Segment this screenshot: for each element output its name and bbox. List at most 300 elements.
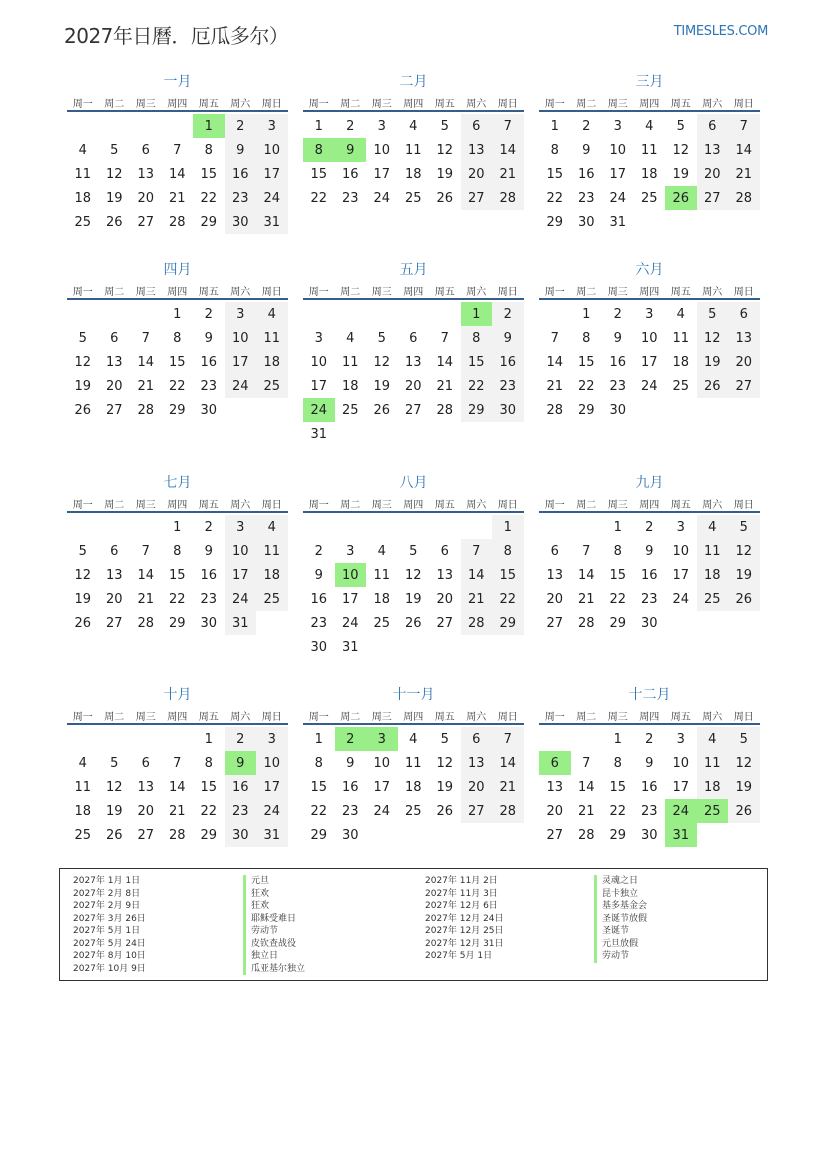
legend-left-names (243, 875, 305, 975)
day-cell: 19 (74, 378, 92, 394)
day-cell: 2 (204, 519, 213, 535)
day-cell: 5 (440, 731, 449, 747)
legend-left-dates (73, 875, 146, 975)
day-cell: 24 (672, 591, 690, 607)
holiday-day-cell: 1 (461, 302, 493, 326)
empty-cell (571, 515, 603, 539)
day-grid (303, 114, 524, 210)
day-cell: 20 (546, 803, 564, 819)
day-cell: 7 (461, 539, 493, 563)
day-cell: 29 (609, 827, 627, 843)
weekday-label: 周三 (371, 286, 392, 298)
day-cell: 25 (256, 374, 288, 398)
empty-cell (67, 515, 99, 539)
day-cell: 20 (105, 378, 123, 394)
legend-date: 2027年 8月 10日 (73, 951, 146, 961)
day-cell: 30 (609, 402, 627, 418)
day-cell: 26 (436, 803, 454, 819)
day-cell: 26 (697, 374, 729, 398)
day-cell: 4 (346, 330, 355, 346)
legend-holiday-name: 耶稣受难日 (243, 913, 305, 926)
legend-holiday-name: 元旦 (243, 875, 305, 888)
holiday-day-cell: 9 (225, 751, 257, 775)
day-cell: 8 (204, 755, 213, 771)
day-cell: 8 (550, 142, 559, 158)
day-cell: 18 (404, 779, 422, 795)
day-cell: 5 (728, 515, 760, 539)
day-cell: 7 (550, 330, 559, 346)
day-cell: 10 (672, 755, 690, 771)
legend-date: 2027年 12月 25日 (425, 926, 504, 936)
month-title: 五月 (399, 262, 428, 278)
day-cell: 28 (492, 799, 524, 823)
holiday-day-cell: 24 (303, 398, 335, 422)
day-cell: 9 (225, 138, 257, 162)
day-grid (303, 515, 524, 659)
day-cell: 25 (74, 214, 92, 230)
day-cell: 22 (310, 803, 328, 819)
legend-holiday-name: 圣诞节放假 (594, 913, 647, 926)
day-cell: 9 (613, 330, 622, 346)
day-cell: 26 (404, 615, 422, 631)
day-cell: 26 (74, 402, 92, 418)
day-cell: 19 (436, 166, 454, 182)
day-cell: 21 (137, 591, 155, 607)
holiday-day-cell: 1 (193, 114, 225, 138)
day-cell: 15 (310, 166, 328, 182)
day-cell: 11 (256, 539, 288, 563)
weekday-label: 周五 (670, 286, 691, 298)
day-grid (539, 515, 760, 635)
day-cell: 18 (74, 190, 92, 206)
day-cell: 28 (577, 615, 595, 631)
weekday-label: 周六 (466, 98, 487, 110)
day-cell: 31 (341, 639, 359, 655)
weekday-label: 周日 (497, 499, 518, 511)
weekday-label: 周一 (308, 286, 329, 298)
day-cell: 6 (728, 302, 760, 326)
day-cell: 31 (609, 214, 627, 230)
empty-cell (130, 302, 162, 326)
empty-cell (398, 515, 430, 539)
day-cell: 10 (373, 142, 391, 158)
day-cell: 21 (546, 378, 564, 394)
day-cell: 22 (200, 803, 218, 819)
empty-cell (303, 302, 335, 326)
day-cell: 17 (373, 166, 391, 182)
day-cell: 18 (640, 166, 658, 182)
weekday-header (303, 94, 524, 112)
legend-holiday-name: 昆卡独立 (594, 888, 647, 901)
day-cell: 6 (141, 142, 150, 158)
day-cell: 15 (200, 779, 218, 795)
day-cell: 30 (225, 823, 257, 847)
day-cell: 6 (697, 114, 729, 138)
day-cell: 15 (577, 354, 595, 370)
day-cell: 17 (256, 162, 288, 186)
day-cell: 18 (256, 350, 288, 374)
day-cell: 15 (546, 166, 564, 182)
day-cell: 4 (256, 302, 288, 326)
day-cell: 22 (168, 378, 186, 394)
day-cell: 28 (137, 615, 155, 631)
day-cell: 20 (404, 378, 422, 394)
day-grid (539, 727, 760, 847)
weekday-header (67, 94, 288, 112)
day-cell: 15 (310, 779, 328, 795)
day-cell: 21 (168, 803, 186, 819)
day-cell: 23 (640, 591, 658, 607)
legend-holiday-name: 劳动节 (594, 950, 647, 963)
weekday-label: 周日 (261, 711, 282, 723)
day-cell: 15 (461, 350, 493, 374)
day-grid (67, 114, 288, 234)
day-cell: 31 (310, 426, 328, 442)
day-cell: 27 (105, 615, 123, 631)
day-cell: 23 (310, 615, 328, 631)
day-cell: 30 (310, 639, 328, 655)
day-cell: 18 (74, 803, 92, 819)
day-cell: 24 (225, 587, 257, 611)
weekday-header (303, 495, 524, 513)
month-title: 二月 (399, 74, 428, 90)
day-cell: 17 (310, 378, 328, 394)
weekday-label: 周六 (466, 499, 487, 511)
day-cell: 28 (168, 827, 186, 843)
day-cell: 12 (74, 567, 92, 583)
legend-date: 2027年 5月 1日 (73, 926, 141, 936)
day-cell: 25 (74, 827, 92, 843)
day-cell: 29 (546, 214, 564, 230)
day-cell: 14 (577, 779, 595, 795)
day-cell: 22 (461, 374, 493, 398)
day-cell: 16 (200, 354, 218, 370)
empty-cell (539, 302, 571, 326)
weekday-label: 周日 (261, 499, 282, 511)
legend-date: 2027年 10月 9日 (73, 963, 146, 974)
day-cell: 1 (582, 306, 591, 322)
day-cell: 30 (200, 615, 218, 631)
day-cell: 12 (672, 142, 690, 158)
day-cell: 12 (436, 142, 454, 158)
month-block (303, 474, 524, 659)
weekday-label: 周三 (371, 98, 392, 110)
weekday-label: 周六 (230, 499, 251, 511)
month-block (67, 73, 288, 234)
day-cell: 3 (256, 727, 288, 751)
weekday-label: 周六 (702, 98, 723, 110)
day-cell: 14 (137, 354, 155, 370)
day-cell: 3 (225, 515, 257, 539)
day-cell: 4 (256, 515, 288, 539)
legend-holiday-name: 圣诞节 (594, 925, 647, 938)
day-cell: 24 (256, 186, 288, 210)
weekday-label: 周三 (607, 711, 628, 723)
weekday-label: 周六 (230, 711, 251, 723)
day-cell: 24 (373, 803, 391, 819)
day-cell: 15 (168, 354, 186, 370)
day-cell: 26 (105, 827, 123, 843)
weekday-header (539, 495, 760, 513)
day-cell: 10 (672, 543, 690, 559)
day-cell: 8 (314, 755, 323, 771)
day-cell: 22 (577, 378, 595, 394)
day-cell: 10 (225, 326, 257, 350)
month-title: 九月 (635, 475, 664, 491)
day-cell: 18 (672, 354, 690, 370)
legend-date: 2027年 1月 1日 (73, 876, 141, 886)
day-cell: 22 (609, 803, 627, 819)
day-cell: 9 (204, 330, 213, 346)
day-cell: 21 (492, 775, 524, 799)
month-block (67, 686, 288, 847)
empty-cell (67, 302, 99, 326)
weekday-label: 周三 (371, 711, 392, 723)
day-cell: 20 (461, 162, 493, 186)
day-cell: 17 (672, 567, 690, 583)
day-cell: 27 (404, 402, 422, 418)
weekday-label: 周一 (72, 98, 93, 110)
day-cell: 2 (346, 118, 355, 134)
weekday-label: 周一 (308, 98, 329, 110)
month-title: 三月 (635, 74, 664, 90)
legend-date: 2027年 12月 31日 (425, 938, 504, 949)
empty-cell (99, 302, 131, 326)
day-cell: 1 (173, 306, 182, 322)
day-cell: 27 (105, 402, 123, 418)
weekday-label: 周五 (198, 711, 219, 723)
day-cell: 31 (225, 611, 257, 635)
weekday-label: 周五 (198, 98, 219, 110)
holiday-day-cell: 10 (335, 563, 367, 587)
weekday-label: 周四 (639, 711, 660, 723)
day-cell: 2 (225, 727, 257, 751)
weekday-label: 周日 (733, 286, 754, 298)
day-cell: 10 (373, 755, 391, 771)
weekday-label: 周三 (135, 286, 156, 298)
day-cell: 15 (609, 567, 627, 583)
day-cell: 17 (609, 166, 627, 182)
day-cell: 3 (645, 306, 654, 322)
day-cell: 6 (409, 330, 418, 346)
day-cell: 22 (200, 190, 218, 206)
day-cell: 25 (697, 587, 729, 611)
day-cell: 16 (310, 591, 328, 607)
day-cell: 29 (200, 827, 218, 843)
day-cell: 10 (640, 330, 658, 346)
day-cell: 20 (546, 591, 564, 607)
day-cell: 30 (640, 615, 658, 631)
day-cell: 21 (137, 378, 155, 394)
day-cell: 25 (640, 190, 658, 206)
day-cell: 23 (609, 378, 627, 394)
day-cell: 9 (645, 755, 654, 771)
weekday-label: 周四 (639, 286, 660, 298)
day-cell: 18 (697, 775, 729, 799)
day-cell: 25 (672, 378, 690, 394)
day-cell: 18 (341, 378, 359, 394)
day-cell: 2 (492, 302, 524, 326)
day-cell: 29 (168, 615, 186, 631)
day-grid (539, 114, 760, 234)
weekday-label: 周四 (167, 711, 188, 723)
day-grid (67, 515, 288, 635)
day-cell: 29 (310, 827, 328, 843)
day-cell: 13 (546, 567, 564, 583)
legend-holiday-name: 皮钦查战役 (243, 938, 305, 951)
weekday-label: 周四 (639, 98, 660, 110)
day-cell: 19 (404, 591, 422, 607)
weekday-label: 周三 (135, 499, 156, 511)
day-cell: 10 (310, 354, 328, 370)
weekday-label: 周二 (340, 286, 361, 298)
day-cell: 5 (697, 302, 729, 326)
day-cell: 16 (200, 567, 218, 583)
weekday-label: 周五 (434, 711, 455, 723)
weekday-label: 周日 (497, 286, 518, 298)
day-cell: 2 (582, 118, 591, 134)
day-cell: 3 (314, 330, 323, 346)
empty-cell (99, 515, 131, 539)
day-cell: 5 (676, 118, 685, 134)
weekday-label: 周三 (135, 98, 156, 110)
empty-cell (539, 515, 571, 539)
day-cell: 11 (404, 142, 422, 158)
day-cell: 23 (341, 803, 359, 819)
day-cell: 29 (200, 214, 218, 230)
day-cell: 29 (492, 611, 524, 635)
day-cell: 21 (728, 162, 760, 186)
day-cell: 27 (728, 374, 760, 398)
weekday-label: 周四 (639, 499, 660, 511)
empty-cell (162, 727, 194, 751)
day-cell: 1 (314, 118, 323, 134)
weekday-header (67, 282, 288, 300)
weekday-label: 周三 (371, 499, 392, 511)
empty-cell (398, 302, 430, 326)
weekday-label: 周二 (576, 499, 597, 511)
weekday-label: 周六 (230, 286, 251, 298)
day-cell: 18 (256, 563, 288, 587)
day-cell: 7 (492, 727, 524, 751)
weekday-label: 周日 (497, 98, 518, 110)
day-cell: 10 (609, 142, 627, 158)
day-cell: 21 (461, 587, 493, 611)
weekday-header (539, 94, 760, 112)
weekday-label: 周一 (308, 711, 329, 723)
month-title: 十月 (163, 687, 192, 703)
day-cell: 3 (377, 118, 386, 134)
weekday-label: 周六 (702, 711, 723, 723)
month-title: 七月 (163, 475, 192, 491)
day-cell: 14 (577, 567, 595, 583)
day-cell: 27 (137, 214, 155, 230)
day-cell: 3 (346, 543, 355, 559)
day-cell: 20 (461, 775, 493, 799)
legend-holiday-name: 基多基金会 (594, 900, 647, 913)
weekday-header (303, 707, 524, 725)
day-cell: 4 (645, 118, 654, 134)
month-title: 六月 (635, 262, 664, 278)
empty-cell (130, 727, 162, 751)
day-cell: 24 (256, 799, 288, 823)
day-cell: 26 (105, 214, 123, 230)
day-cell: 8 (461, 326, 493, 350)
month-block (67, 474, 288, 635)
day-cell: 11 (256, 326, 288, 350)
day-cell: 11 (341, 354, 359, 370)
day-cell: 6 (461, 727, 493, 751)
day-cell: 27 (461, 186, 493, 210)
day-cell: 21 (168, 190, 186, 206)
day-cell: 1 (550, 118, 559, 134)
weekday-label: 周日 (733, 98, 754, 110)
empty-cell (366, 515, 398, 539)
day-cell: 14 (436, 354, 454, 370)
weekday-label: 周日 (733, 499, 754, 511)
day-cell: 7 (173, 142, 182, 158)
day-cell: 7 (440, 330, 449, 346)
legend-right-names (594, 875, 647, 963)
weekday-label: 周五 (670, 711, 691, 723)
legend-holiday-name: 元旦放假 (594, 938, 647, 951)
day-cell: 2 (225, 114, 257, 138)
day-cell: 7 (141, 330, 150, 346)
holiday-day-cell: 31 (665, 823, 697, 847)
day-cell: 9 (582, 142, 591, 158)
day-cell: 10 (256, 138, 288, 162)
day-cell: 28 (546, 402, 564, 418)
day-cell: 24 (225, 374, 257, 398)
day-cell: 18 (404, 166, 422, 182)
weekday-header (539, 282, 760, 300)
day-grid (67, 302, 288, 422)
empty-cell (99, 114, 131, 138)
month-block (303, 261, 524, 446)
day-cell: 15 (200, 166, 218, 182)
day-cell: 23 (225, 799, 257, 823)
month-block (303, 73, 524, 210)
day-cell: 30 (492, 398, 524, 422)
day-cell: 19 (105, 803, 123, 819)
site-logo[interactable]: TIMESLES.COM (673, 24, 768, 39)
weekday-label: 周三 (135, 711, 156, 723)
day-cell: 7 (582, 543, 591, 559)
empty-cell (67, 727, 99, 751)
day-cell: 2 (645, 731, 654, 747)
day-cell: 28 (137, 402, 155, 418)
weekday-label: 周一 (544, 711, 565, 723)
day-cell: 25 (404, 190, 422, 206)
legend-date: 2027年 5月 1日 (425, 951, 493, 961)
day-cell: 9 (492, 326, 524, 350)
month-title: 十二月 (628, 687, 671, 703)
day-cell: 18 (373, 591, 391, 607)
day-cell: 14 (492, 751, 524, 775)
weekday-label: 周二 (104, 711, 125, 723)
day-cell: 14 (728, 138, 760, 162)
day-cell: 14 (137, 567, 155, 583)
holiday-day-cell: 24 (665, 799, 697, 823)
weekday-label: 周二 (340, 499, 361, 511)
weekday-header (303, 282, 524, 300)
day-cell: 23 (200, 378, 218, 394)
day-cell: 3 (676, 731, 685, 747)
holiday-day-cell: 9 (335, 138, 367, 162)
day-cell: 4 (697, 727, 729, 751)
holiday-day-cell: 25 (697, 799, 729, 823)
day-cell: 8 (173, 543, 182, 559)
